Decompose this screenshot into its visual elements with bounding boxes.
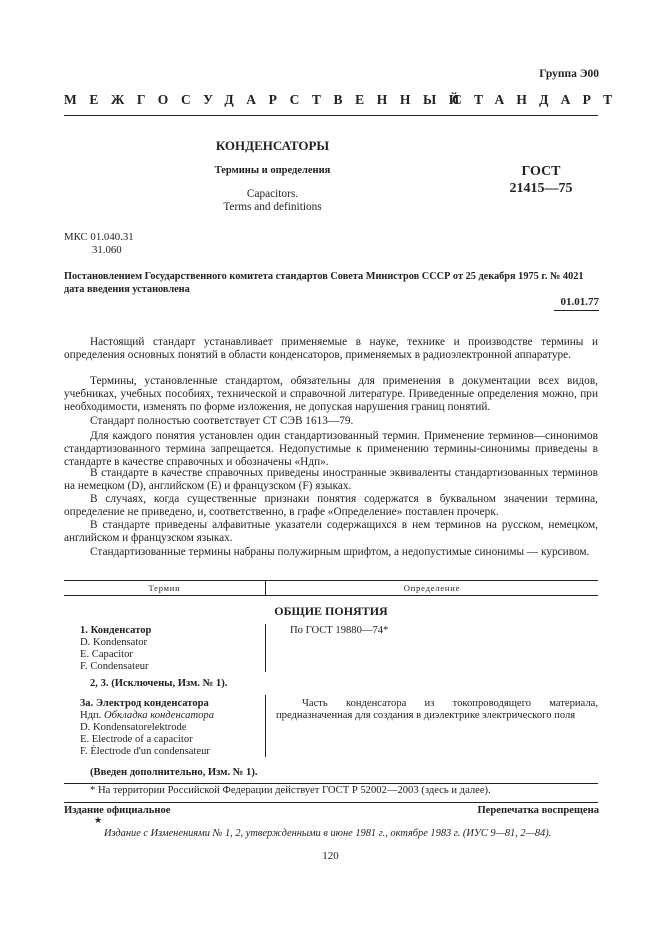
section-title: ОБЩИЕ ПОНЯТИЯ: [274, 604, 388, 618]
term-1-definition: По ГОСТ 19880—74*: [290, 625, 389, 636]
table-header-rule: [64, 595, 598, 596]
table-header-definition: Определение: [403, 583, 461, 593]
paragraph-1: Настоящий стандарт устанавливает применяемые в науке, технике и производстве термины и определения основных понятий в области конденсаторов, применяемых в радиоэлектронной аппаратуре.: [64, 336, 598, 361]
official-edition: Издание официальное: [64, 805, 171, 816]
paragraph-7: В стандарте приведены алфавитные указатели содержащихся в нем терминов на русском, немецком, английском и французском языках.: [64, 519, 598, 544]
paragraph-8: Стандартизованные термины набраны полужирным шрифтом, а недопустимые синонимы — курсивом.: [90, 546, 590, 558]
paragraph-2: Термины, установленные стандартом, обязательны для применения в документации всех видов, учебниках, учебных пособиях, технической и справочной литературе. Приведенные определения можно, при необходимости, изменять по форме изложения, не допуская нарушения границ понятий.: [64, 375, 598, 413]
star-icon: ★: [94, 815, 103, 825]
edition-note: Издание с Изменениями № 1, 2, утвержденными в июне 1981 г., октябре 1983 г. (ИУС 9—81, 2—84).: [104, 828, 552, 839]
mks-code-2: 31.060: [92, 244, 122, 256]
intro-date-underline: [554, 310, 599, 311]
header-interstate: МЕЖГОСУДАРСТВЕННЫЙ: [64, 92, 472, 107]
term-3a: 3a. Электрод конденсатора: [80, 698, 209, 709]
footnote-rule: [64, 783, 598, 784]
terms-2-3-excluded: 2, 3. (Исключены, Изм. № 1).: [90, 678, 228, 689]
term-1-english: E. Capacitor: [80, 649, 133, 660]
mks-code-1: МКС 01.040.31: [64, 231, 134, 243]
term-3a-ndp-line: [80, 710, 214, 722]
page-title: КОНДЕНСАТОРЫ: [215, 138, 330, 153]
paragraph-6: В случаях, когда существенные признаки понятия содержатся в буквальном значении термина, определение не приведено, и, соответственно, в графе «Определение» поставлен прочерк.: [64, 493, 598, 518]
term-3a-english: E. Electrode of a capacitor: [80, 734, 193, 745]
title-english-1: Capacitors.: [246, 188, 299, 200]
table-top-rule: [64, 580, 598, 581]
term-3a-french: F. Électrode d'un condensateur: [80, 746, 210, 757]
footnote: * На территории Российской Федерации действует ГОСТ Р 52002—2003 (здесь и далее).: [90, 785, 491, 796]
term-3a-german: D. Kondensatorelektrode: [80, 722, 187, 733]
ndp-label: Ндп.: [80, 710, 102, 721]
header-rule: [64, 115, 598, 116]
footer-rule: [64, 802, 598, 803]
page-subtitle: Термины и определения: [214, 165, 331, 176]
paragraph-5: В стандарте в качестве справочных приведены иностранные эквиваленты стандартизованных терминов на немецком (D), английском (E) и французском (F) языках.: [64, 467, 598, 492]
reprint-prohibited: Перепечатка воспрещена: [477, 805, 599, 816]
title-english-2: Terms and definitions: [223, 201, 322, 213]
paragraph-3: Стандарт полностью соответствует СТ СЭВ 1613—79.: [90, 415, 354, 427]
paragraph-4: Для каждого понятия установлен один стандартизованный термин. Применение терминов—синонимов стандартизованного термина запрещается. Недопустимые к применению термины-синонимы приведены в стандарте в качестве справочных и обозначены «Ндп».: [64, 430, 598, 468]
term-1-row: [80, 625, 151, 637]
page-number: 120: [322, 850, 339, 862]
header-standard: СТАНДАРТ: [452, 92, 625, 107]
gost-label: ГОСТ: [521, 164, 561, 179]
table-header-divider: [265, 580, 266, 595]
row3a-divider: [265, 695, 266, 757]
row1-divider: [265, 624, 266, 672]
intro-date: 01.01.77: [560, 296, 599, 308]
term-1: 1. Конденсатор: [80, 625, 152, 636]
decree-line-2: дата введения установлена: [64, 284, 190, 295]
term-3a-definition: Часть конденсатора из токопроводящего материала, предназначенная для создания в диэлектрике электрического поля: [276, 698, 598, 721]
term-3a-ndp: Обкладка конденсатора: [104, 710, 215, 721]
gost-number: 21415—75: [509, 181, 573, 196]
term-1-french: F. Condensateur: [80, 661, 149, 672]
term-1-german: D. Kondensator: [80, 637, 148, 648]
term-3a-added-note: (Введен дополнительно, Изм. № 1).: [90, 767, 258, 778]
group-label: Группа Э00: [539, 68, 599, 80]
table-header-term: Термин: [148, 583, 181, 593]
decree-line-1: Постановлением Государственного комитета стандартов Совета Министров СССР от 25 декабря 1975 г. № 4021: [64, 271, 584, 282]
